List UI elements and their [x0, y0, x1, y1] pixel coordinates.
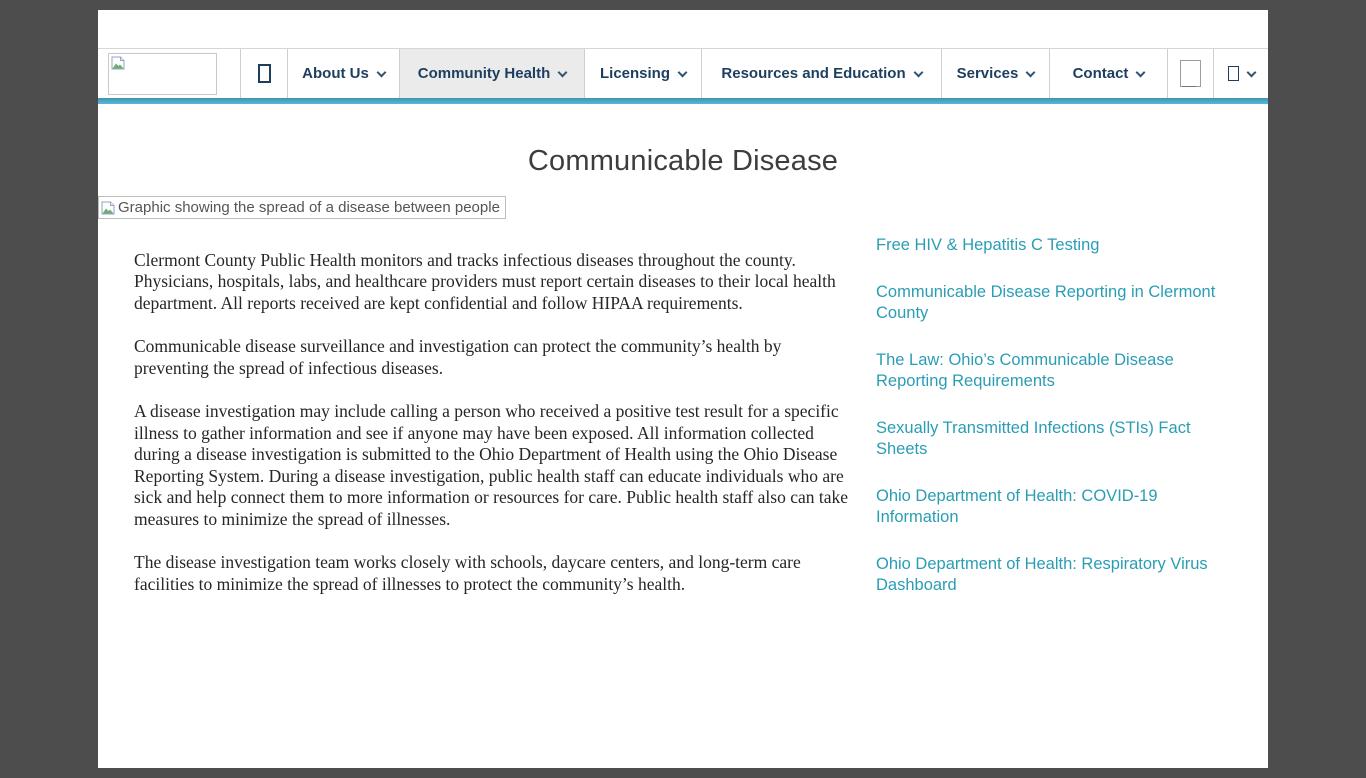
language-icon [1228, 66, 1239, 81]
nav-item-licensing[interactable] [585, 49, 702, 98]
paragraph: The disease investigation team works closely with schools, daycare centers, and long-term care facilities to minimize the spread of illnesses to protect the community’s health. [134, 552, 801, 594]
sidebar-link-free-hiv-hepatitis-testing[interactable]: Free HIV & Hepatitis C Testing [876, 235, 1100, 254]
nav-item-label: Resources and Education [721, 65, 906, 82]
sidebar-link-odh-covid19-information[interactable]: Ohio Department of Health: COVID-19 Information [876, 486, 1158, 526]
nav-item-services[interactable] [942, 49, 1050, 98]
chevron-down-icon [1136, 67, 1146, 77]
related-links-sidebar [876, 235, 1221, 622]
sidebar-link-ohio-reporting-requirements[interactable]: The Law: Ohio’s Communicable Disease Reporting Requirements [876, 350, 1174, 390]
nav-item-about-us[interactable] [288, 49, 400, 98]
nav-item-label: Contact [1072, 65, 1129, 82]
broken-image-icon [111, 56, 125, 70]
chevron-down-icon [558, 67, 568, 77]
nav-item-label: Services [956, 65, 1019, 82]
sidebar-link-disease-reporting-clermont[interactable]: Communicable Disease Reporting in Clermont County [876, 282, 1216, 322]
chevron-down-icon [1026, 67, 1036, 77]
language-dropdown[interactable] [1214, 49, 1268, 98]
header-top-strip [98, 10, 1268, 48]
chevron-down-icon [1246, 67, 1256, 77]
nav-item-community-health[interactable] [400, 49, 585, 98]
nav-item-label: About Us [302, 65, 369, 82]
chevron-down-icon [678, 67, 688, 77]
home-link[interactable] [241, 49, 288, 98]
nav-item-contact[interactable] [1050, 49, 1168, 98]
article-body [134, 235, 856, 618]
broken-image-placeholder [98, 196, 506, 219]
logo-broken-image-box [108, 53, 217, 95]
page-title: Communicable Disease [527, 145, 839, 177]
paragraph: Communicable disease surveillance and investigation can protect the community’s health by preventing the spread of infectious diseases. [134, 336, 782, 378]
paragraph: A disease investigation may include calling a person who received a positive test result for a specific illness to gather information and see if anyone may have been exposed. All information collected during a disease investigation is submitted to the Ohio Department of Health using the Ohio Disease Reporting System. During a disease investigation, public health staff can educate individuals who are sick and help connect them to more information or resources for care. Public health staff also can take measures to minimize the spread of illnesses. [134, 401, 849, 529]
site-logo[interactable] [98, 49, 241, 98]
page-container [98, 10, 1268, 768]
sidebar-link-odh-respiratory-dashboard[interactable]: Ohio Department of Health: Respiratory Virus Dashboard [876, 554, 1208, 594]
paragraph: Clermont County Public Health monitors and tracks infectious diseases throughout the county. Physicians, hospitals, labs, and healthcare providers must report certain diseases to their local health department. All reports received are kept confidential and follow HIPAA requirements. [134, 249, 836, 313]
chevron-down-icon [376, 67, 386, 77]
image-alt-text: Graphic showing the spread of a disease between people [118, 199, 500, 216]
nav-item-label: Licensing [599, 65, 670, 82]
main-content [98, 144, 1268, 622]
nav-item-resources-and-education[interactable] [702, 49, 942, 98]
accent-bar [98, 98, 1268, 104]
main-navigation [98, 48, 1268, 98]
search-button[interactable] [1168, 49, 1214, 98]
search-placeholder-icon [1180, 60, 1201, 87]
content-row [98, 235, 1268, 622]
chevron-down-icon [913, 67, 923, 77]
nav-item-label: Community Health [417, 65, 551, 82]
sidebar-link-sti-fact-sheets[interactable]: Sexually Transmitted Infections (STIs) Fact Sheets [876, 418, 1191, 458]
home-icon [258, 64, 271, 83]
broken-image-icon [101, 201, 115, 215]
